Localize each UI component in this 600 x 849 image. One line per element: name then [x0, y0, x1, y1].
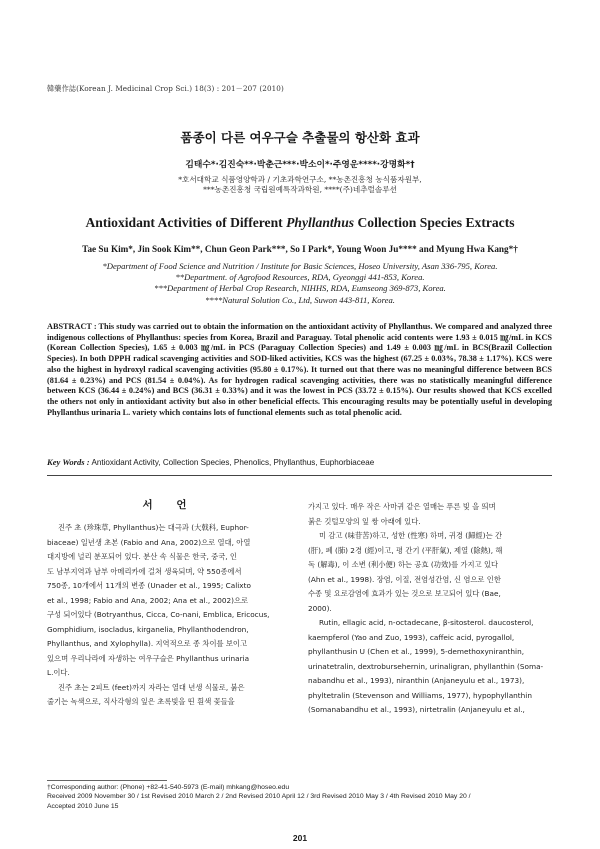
text-line: urinatetralin, dextrobursehernin, urinaligran, phyllanthin (Soma- — [308, 661, 544, 671]
korean-affiliations — [0, 175, 600, 195]
text-line: 대지방에 널리 분포되어 있다. 분산 속 식물은 한국, 중국, 인 — [47, 552, 237, 561]
footnote-line: Accepted 2010 June 15 — [47, 802, 119, 810]
english-title-pre: Antioxidant Activities of Different — [85, 215, 287, 230]
korean-authors: 김태수*·김진숙**·박춘근***·박소이*·주영운****·강명화*† — [185, 160, 415, 170]
korean-affiliation-line: ***농촌진흥청 국립원예특작과학원, ****(주)네추럴솔루션 — [203, 185, 397, 194]
text-line: 750종, 10개에서 11개의 변종 (Unader et al., 1995; Calixto — [47, 581, 251, 590]
text-line: 독 (解毒), 이 소변 (利小便) 하는 공효 (功效)를 가지고 있다 — [308, 560, 499, 569]
english-affiliations — [0, 261, 600, 306]
text-line: (肝), 폐 (肺) 2경 (經)이고, 평 간기 (平肝氣), 제열 (除熱), 해 — [308, 545, 503, 555]
english-affiliation-line: ****Natural Solution Co., Ltd, Suwon 443-811, Korea. — [205, 294, 395, 305]
footnote-line: Received 2009 November 30 / 1st Revised 2010 March 2 / 2nd Revised 2010 April 12 / 3rd Revised 2010 May 3 / 4th Revised 2010 May 20 / — [47, 793, 471, 801]
text-line: phyllanthusin U (Chen et al., 1999), 5-demethoxyniranthin, — [308, 647, 525, 656]
text-line: 미 감고 (味苷苦)하고, 성한 (性寒) 하며, 귀경 (歸經)는 간 — [319, 531, 502, 540]
english-affiliation-line: *Department of Food Science and Nutrition / Institute for Basic Sciences, Hoseo University, Asan 336-795, Korea. — [102, 261, 498, 271]
korean-affiliation-line: *호서대학교 식품영양학과 / 기초과학연구소, **농촌진흥청 농식품자원부, — [178, 175, 422, 184]
text-line: 구성 되어있다 (Botryanthus, Cicca, Co-nani, Emblica, Ericocus, — [47, 610, 270, 619]
english-affiliation-line: **Department. of Agrofood Resources, RDA, Gyeonggi 441-853, Korea. — [175, 272, 425, 283]
text-line: 진주 초는 2피트 (feet)까지 자라는 열대 년생 식물로, 붉은 — [58, 682, 245, 692]
journal-citation: 韓藥作誌(Korean J. Medicinal Crop Sci.) 18(3) : 201－207 (2010) — [47, 84, 284, 93]
text-line: (Ahn et al., 1998). 장염, 이질, 전염성간염, 신 염으로 인한 — [308, 574, 501, 584]
footnote — [47, 783, 552, 811]
english-authors: Tae Su Kim*, Jin Sook Kim**, Chun Geon Park***, So I Park*, Young Woon Ju**** and Myung Hwa Kang*† — [82, 244, 518, 254]
text-line: 수종 및 요로감염에 효과가 있는 것으로 보고되어 있다 (Bae, — [308, 589, 501, 598]
english-title-genus: Phyllanthus — [286, 215, 355, 230]
english-title-post: Collection Species Extracts — [354, 215, 515, 230]
text-line: kaempferol (Yao and Zuo, 1993), caffeic acid, pyrogallol, — [308, 632, 515, 642]
intro-left-column — [47, 521, 290, 710]
text-line: 도 남부지역과 남부 아메리카에 걸쳐 생육되며, 약 550종에서 — [47, 566, 242, 576]
text-line: 진주 초 (珍珠草, Phyllanthus)는 대극과 (大戟科, Euphor- — [58, 523, 249, 532]
section-heading-introduction: 서 언 — [142, 499, 197, 511]
text-line: et al., 1998; Fabio and Ana, 2002; Ana et al., 2002)으로 — [47, 595, 249, 605]
text-line: 줄기는 녹색으로, 직사각형의 잎은 초록빛을 띤 흰색 꽃들을 — [47, 697, 235, 706]
keywords-label: Key Words : — [47, 457, 90, 467]
korean-title: 품종이 다른 여우구슬 추출물의 항산화 효과 — [180, 130, 420, 145]
keywords-text: Antioxidant Activity, Collection Species, Phenolics, Phyllanthus, Euphorbiaceae — [89, 458, 375, 467]
text-line: 가지고 있다. 매우 작은 사마귀 같은 열매는 푸른 빛 을 띄며 — [308, 502, 496, 511]
text-line: 있으며 우리나라에 자생하는 여우구슬은 Phyllanthus urinaria — [47, 653, 250, 663]
english-affiliation-line: ***Department of Herbal Crop Research, NIHHS, RDA, Eumseong 369-873, Korea. — [154, 283, 446, 294]
keywords — [47, 457, 552, 467]
english-title — [0, 215, 600, 231]
text-line: Gomphidium, isocladus, kirganelia, Phyllanthodendron, — [47, 624, 249, 634]
section-divider — [47, 475, 552, 476]
footnote-line: †Corresponding author: (Phone) +82-41-540-5973 (E-mail) mhkang@hoseo.edu — [47, 784, 290, 791]
text-line: Rutin, ellagic acid, n-octadecane, β-sitosterol. daucosterol, — [319, 618, 534, 627]
abstract — [47, 322, 552, 418]
text-line: L.이다. — [47, 668, 70, 677]
intro-right-column — [308, 500, 552, 718]
text-line: (Somanabandhu et al., 1993), nirtetralin (Anjaneyulu et al., — [308, 705, 525, 714]
text-line: biaceae) 일년생 초본 (Fabio and Ana, 2002)으로 열대, 아열 — [47, 537, 251, 547]
footnote-rule — [47, 780, 167, 781]
text-line: phyltetralin (Stevenson and Williams, 1977), hypophyllanthin — [308, 690, 532, 700]
text-line: Phyllanthus, and Xylophylla). 지역적으로 종 차이를 보이고 — [47, 639, 248, 648]
text-line: 2000). — [308, 603, 332, 613]
abstract-text: This study was carried out to obtain the information on the antioxidant activity of Phyllanthus. We compared and analyzed three indigenous collections of Phyllanthus: species from Korea, Brazil and Paraguay. Total phenolic acid contents were 1.93 ± 0.015 ㎎/mL in KCS (Korean Collection Species), 1.65 ± 0.003 ㎎/mL in PCS (Paraguay Collection Species) and 1.49 ± 0.003 ㎎/mL in BCS(Brazil Collection Species). In both DPPH radical scavenging activities and SOD-liked activities, KCS was the highest (67.25 ± 0.03%, 78.38 ± 1.17%). KCS were also the highest in hydroxyl radical scavenging activities (95.80 ± 0.17%). It turned out that there was no meaningful difference between BCS (81.64 ± 0.23%) and PCS (81.54 ± 0.04%). As for hydrogen radical scavenging activities, there was no statistically meaningful difference between KCS (36.44 ± 0.24%) and BCS (36.31 ± 0.33%) and it was the lowest in PCS (33.72 ± 0.15%). Our results showed that KCS excelled the others not only in antioxidant activity but also in other beneficial effects. This encouraging results may be potentially useful in developing Phyllanthus urinaria L. variety which contains lots of functional elements such as total phenolic acid. — [47, 322, 553, 417]
text-line: 붉은 깃털모양의 잎 쌍 아래에 있다. — [308, 516, 421, 526]
abstract-label: ABSTRACT : — [47, 322, 97, 331]
page-number: 201 — [292, 833, 308, 843]
text-line: nabandhu et al., 1993), niranthin (Anjaneyulu et al., 1973), — [308, 676, 525, 685]
